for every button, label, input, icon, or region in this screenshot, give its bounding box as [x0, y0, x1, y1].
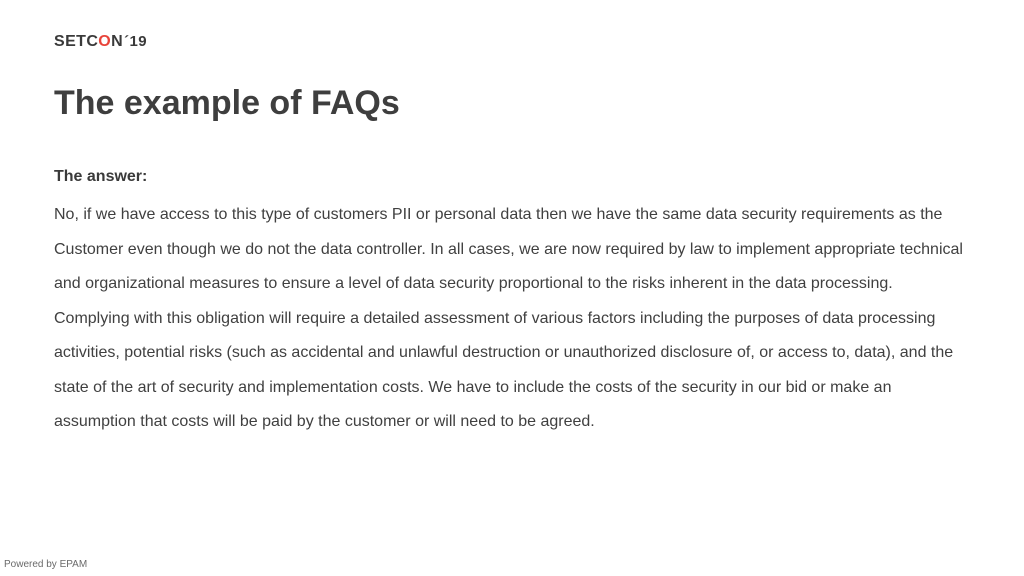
logo-text-part3: N: [111, 33, 124, 50]
answer-label: The answer:: [54, 168, 148, 185]
logo-year: ´19: [124, 33, 147, 50]
footer-credit: Powered by EPAM: [4, 559, 88, 570]
logo-accent-letter: O: [98, 33, 112, 50]
answer-text: No, if we have access to this type of customers PII or personal data then we have the same data security requirements as the Customer even though we do not the data controller. In all cases, we are now required by law to implement appropriate technical and organizational measures to ensure a level of data security proportional to the risks inherent in the data processing. Complying with this obligation will require a detailed assessment of various factors including the purposes of data processing activities, potential risks (such as accidental and unlawful destruction or unauthorized disclosure of, or access to, data), and the state of the art of security and implementation costs. We have to include the costs of the security in our bid or make an assumption that costs will be paid by the customer or will need to be agreed.: [54, 206, 963, 430]
logo-text-part1: SETC: [54, 33, 99, 50]
slide-title: The example of FAQs: [54, 84, 400, 122]
setcon-logo: [54, 33, 147, 51]
